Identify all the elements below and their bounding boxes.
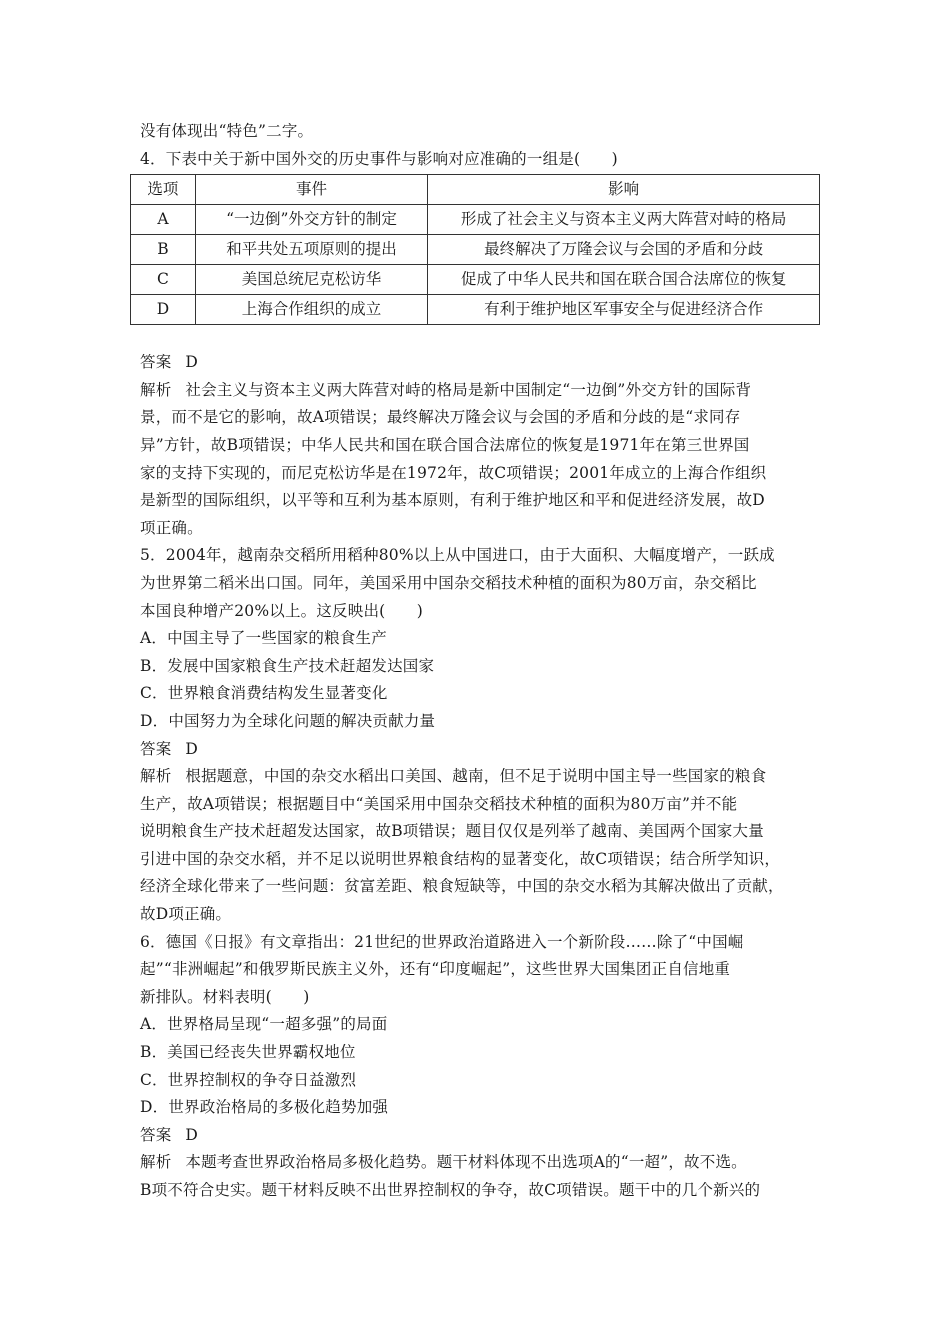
q5-option-d: D．中国努力为全球化问题的解决贡献力量: [140, 711, 436, 730]
q5-analysis-line: 说明粮食生产技术赶超发达国家，故B项错误；题目仅仅是列举了越南、美国两个国家大量: [140, 822, 764, 841]
q4-analysis-line: [140, 377, 820, 405]
analysis-label: 解析: [140, 380, 172, 399]
q5-stem-line: 为世界第二稻米出口国。同年，美国采用中国杂交稻技术种植的面积为80万亩，杂交稻比: [140, 573, 757, 592]
table-cell-event: 上海合作组织的成立: [195, 295, 427, 325]
table-header: 影响: [428, 175, 820, 205]
q6-option-d: D．世界政治格局的多极化趋势加强: [140, 1098, 389, 1117]
answer-value: D: [185, 739, 199, 758]
q5-analysis-line: [140, 763, 820, 791]
table-cell-option: B: [131, 235, 196, 265]
table-cell-option: A: [131, 205, 196, 235]
q6-stem-line: 新排队。材料表明( ): [140, 987, 310, 1006]
analysis-label: 解析: [140, 1153, 172, 1172]
table-cell-option: D: [131, 295, 196, 325]
answer-label: 答案: [140, 353, 172, 372]
table-cell-impact: 促成了中华人民共和国在联合国合法席位的恢复: [428, 265, 820, 295]
q5-analysis-line: 引进中国的杂交水稻，并不足以说明世界粮食结构的显著变化，故C项错误；结合所学知识，: [140, 849, 781, 868]
q5-option-c: C．世界粮食消费结构发生显著变化: [140, 684, 388, 703]
q5-analysis-line: 故D项正确。: [140, 905, 232, 924]
q5-analysis-line: 经济全球化带来了一些问题：贫富差距、粮食短缺等，中国的杂交水稻为其解决做出了贡献，: [140, 877, 784, 896]
answer-label: 答案: [140, 739, 172, 758]
q4-analysis-line: 家的支持下实现的，而尼克松访华是在1972年，故C项错误；2001年成立的上海合作组织: [140, 463, 767, 482]
table-row: [131, 205, 820, 235]
q6-stem-line: 6．德国《日报》有文章指出：21世纪的世界政治道路进入一个新阶段……除了“中国崛: [140, 932, 744, 951]
table-cell-impact: 最终解决了万隆会议与会国的矛盾和分歧: [428, 235, 820, 265]
q5-stem-line: 5．2004年，越南杂交稻所用稻种80%以上从中国进口，由于大面积、大幅度增产，一跃成: [140, 546, 775, 565]
q6-option-c: C．世界控制权的争夺日益激烈: [140, 1070, 357, 1089]
q6-option-b: B．美国已经丧失世界霸权地位: [140, 1043, 356, 1062]
q6-analysis-line: B项不符合史实。题干材料反映不出世界控制权的争夺，故C项错误。题干中的几个新兴的: [140, 1181, 761, 1199]
table-header: 选项: [131, 175, 196, 205]
document-page: [140, 118, 820, 1205]
table-cell-event: 美国总统尼克松访华: [195, 265, 427, 295]
q4-analysis-line: 异”方针，故B项错误；中华人民共和国在联合国合法席位的恢复是1971年在第三世界国: [140, 435, 750, 454]
analysis-text: 本题考查世界政治格局多极化趋势。题干材料体现不出选项A的“一超”，故不选。: [185, 1153, 747, 1172]
q4-answer: [140, 349, 820, 377]
intro-line: 没有体现出“特色”二字。: [140, 122, 314, 140]
table-row: [131, 235, 820, 265]
table-header-row: [131, 175, 820, 205]
table-cell-impact: 有利于维护地区军事安全与促进经济合作: [428, 295, 820, 325]
table-cell-option: C: [131, 265, 196, 295]
q5-option-b: B．发展中国家粮食生产技术赶超发达国家: [140, 656, 435, 675]
table-row: [131, 295, 820, 325]
answer-label: 答案: [140, 1125, 172, 1144]
answer-value: D: [185, 353, 199, 372]
table-cell-event: “一边倒”外交方针的制定: [195, 205, 427, 235]
q6-stem-line: 起”“非洲崛起”和俄罗斯民族主义外，还有“印度崛起”，这些世界大国集团正自信地重: [140, 960, 731, 979]
table-row: [131, 265, 820, 295]
q5-stem-line: 本国良种增产20%以上。这反映出( ): [140, 601, 424, 620]
q5-option-a: A．中国主导了一些国家的粮食生产: [140, 629, 387, 648]
table-cell-event: 和平共处五项原则的提出: [195, 235, 427, 265]
q4-stem: 4．下表中关于新中国外交的历史事件与影响对应准确的一组是( ): [140, 149, 618, 168]
q6-option-a: A．世界格局呈现“一超多强”的局面: [140, 1015, 388, 1034]
table-cell-impact: 形成了社会主义与资本主义两大阵营对峙的格局: [428, 205, 820, 235]
q5-answer: [140, 736, 820, 764]
analysis-text: 社会主义与资本主义两大阵营对峙的格局是新中国制定“一边倒”外交方针的国际背: [185, 380, 752, 399]
q6-analysis-line: [140, 1149, 820, 1177]
table-header: 事件: [195, 175, 427, 205]
q5-analysis-line: 生产，故A项错误；根据题目中“美国采用中国杂交稻技术种植的面积为80万亩”并不能: [140, 794, 738, 813]
q4-analysis-line: 项正确。: [140, 518, 203, 537]
answer-value: D: [185, 1125, 199, 1144]
q6-answer: [140, 1122, 820, 1150]
q4-analysis-line: 是新型的国际组织，以平等和互利为基本原则，有利于维护地区和平和促进经济发展，故D: [140, 491, 765, 510]
analysis-text: 根据题意，中国的杂交水稻出口美国、越南，但不足于说明中国主导一些国家的粮食: [185, 767, 767, 786]
analysis-label: 解析: [140, 767, 172, 786]
q4-analysis-line: 景，而不是它的影响，故A项错误；最终解决万隆会议与会国的矛盾和分歧的是“求同存: [140, 408, 741, 427]
q4-table: [130, 174, 820, 325]
